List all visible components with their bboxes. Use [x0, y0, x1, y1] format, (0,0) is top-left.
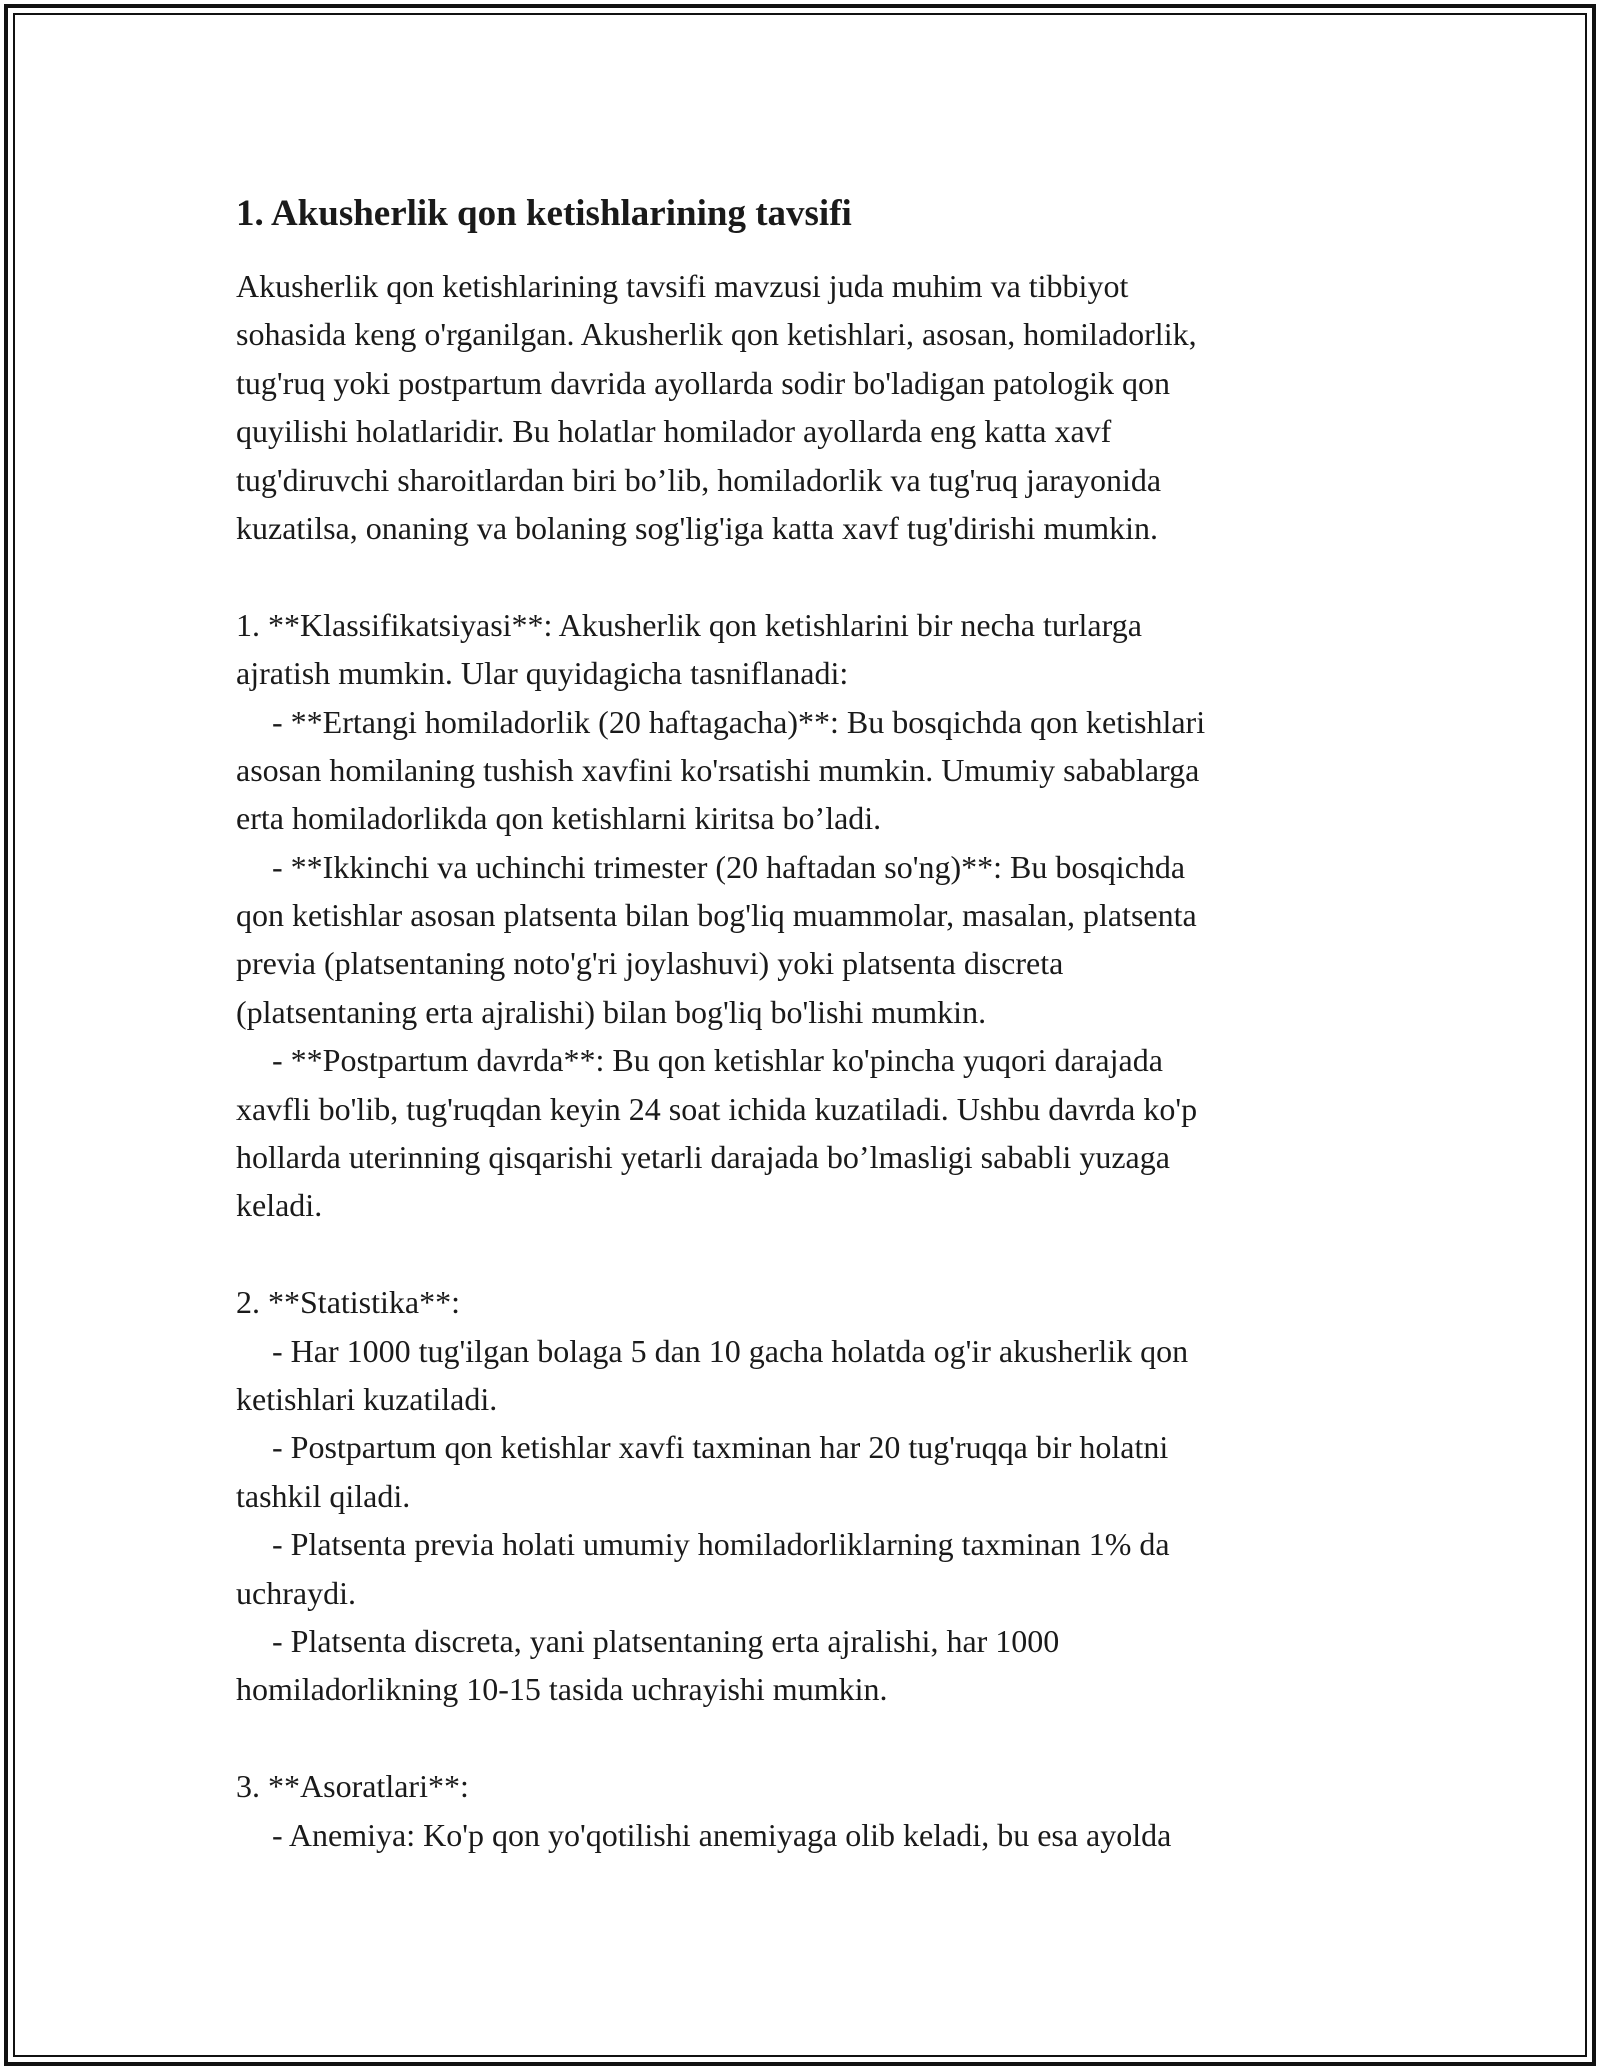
section-heading: 1. Akusherlik qon ketishlarining tavsifi: [236, 193, 852, 234]
text-line: tug'ruq yoki postpartum davrida ayollarda sodir bo'ladigan patologik qon: [236, 364, 1171, 401]
text-line: tug'diruvchi sharoitlardan biri bo’lib, homiladorlik va tug'ruq jarayonida: [236, 461, 1162, 498]
text-line: ketishlari kuzatiladi.: [236, 1380, 498, 1417]
text-line: uchraydi.: [236, 1574, 356, 1611]
text-line: tashkil qiladi.: [236, 1477, 411, 1514]
text-line: erta homiladorlikda qon ketishlarni kiritsa bo’ladi.: [236, 800, 882, 837]
text-line: quyilishi holatlaridir. Bu holatlar homilador ayollarda eng katta xavf: [236, 413, 1112, 450]
text-line: xavfli bo'lib, tug'ruqdan keyin 24 soat ichida kuzatiladi. Ushbu davrda ko'p: [236, 1090, 1198, 1127]
text-line: homiladorlikning 10-15 tasida uchrayishi mumkin.: [236, 1671, 888, 1708]
list-item-classification: 1. **Klassifikatsiyasi**: Akusherlik qon ketishlarini bir necha turlarga: [236, 606, 1142, 643]
blank-line: [236, 1714, 1376, 1762]
text-line: kuzatilsa, onaning va bolaning sog'lig'iga katta xavf tug'dirishi mumkin.: [236, 509, 1159, 546]
sub-item-postpartum: - **Postpartum davrda**: Bu qon ketishlar ko'pincha yuqori darajada: [272, 1042, 1163, 1079]
sub-item-stat-2: - Postpartum qon ketishlar xavfi taxminan har 20 tug'ruqqa bir holatni: [272, 1429, 1169, 1466]
list-item-statistics: 2. **Statistika**:: [236, 1284, 460, 1321]
sub-item-early: - **Ertangi homiladorlik (20 haftagacha)**: Bu bosqichda qon ketishlari: [272, 703, 1206, 740]
document-body: [236, 186, 1376, 1859]
sub-item-stat-4: - Platsenta discreta, yani platsentaning erta ajralishi, har 1000: [272, 1622, 1060, 1659]
blank-line: [236, 552, 1376, 600]
sub-item-anemia: - Anemiya: Ko'p qon yo'qotilishi anemiyaga olib keladi, bu esa ayolda: [272, 1816, 1172, 1853]
blank-line: [236, 1230, 1376, 1278]
sub-item-stat-3: - Platsenta previa holati umumiy homiladorliklarning taxminan 1% da: [272, 1526, 1170, 1563]
text-line: sohasida keng o'rganilgan. Akusherlik qon ketishlari, asosan, homiladorlik,: [236, 316, 1197, 353]
text-line: previa (platsentaning noto'g'ri joylashuvi) yoki platsenta discreta: [236, 945, 1064, 982]
text-line: (platsentaning erta ajralishi) bilan bog'liq bo'lishi mumkin.: [236, 993, 987, 1030]
text-line: Akusherlik qon ketishlarining tavsifi mavzusi juda muhim va tibbiyot: [236, 268, 1129, 304]
list-item-complications: 3. **Asoratlari**:: [236, 1768, 469, 1805]
sub-item-trimester: - **Ikkinchi va uchinchi trimester (20 haftadan so'ng)**: Bu bosqichda: [272, 848, 1186, 885]
sub-item-stat-1: - Har 1000 tug'ilgan bolaga 5 dan 10 gacha holatda og'ir akusherlik qon: [272, 1332, 1189, 1369]
text-line: asosan homilaning tushish xavfini ko'rsatishi mumkin. Umumiy sabablarga: [236, 751, 1200, 788]
text-line: ajratish mumkin. Ular quyidagicha tasniflanadi:: [236, 655, 849, 692]
text-line: hollarda uterinning qisqarishi yetarli darajada bo’lmasligi sababli yuzaga: [236, 1139, 1170, 1176]
text-line: keladi.: [236, 1187, 323, 1224]
text-line: qon ketishlar asosan platsenta bilan bog'liq muammolar, masalan, platsenta: [236, 897, 1197, 934]
intro-paragraph: [236, 262, 1376, 1859]
